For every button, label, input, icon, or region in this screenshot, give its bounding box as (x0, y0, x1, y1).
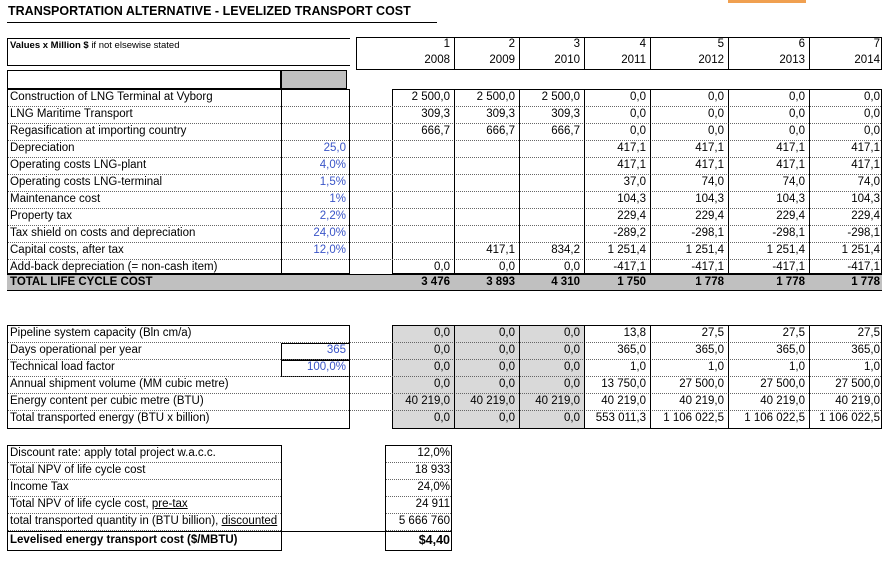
volume-cell[interactable]: 365,0 (851, 344, 880, 356)
volume-cell[interactable]: 0,0 (434, 327, 450, 339)
volume-cell[interactable]: 40 219,0 (405, 395, 450, 407)
cost-row-param[interactable]: 25,0 (323, 142, 346, 154)
volume-row-label[interactable]: Pipeline system capacity (Bln cm/a) (10, 327, 192, 339)
total-cell[interactable]: 1 778 (776, 276, 805, 288)
cost-cell[interactable]: 0,0 (708, 108, 724, 120)
row-divider (8, 496, 281, 497)
cost-cell[interactable]: 309,3 (421, 108, 450, 120)
cost-cell[interactable]: 0,0 (864, 108, 880, 120)
volume-cell[interactable]: 1,0 (864, 361, 880, 373)
volume-cell[interactable]: 365,0 (617, 344, 646, 356)
cost-cell[interactable]: 0,0 (434, 261, 450, 273)
volume-cell[interactable]: 27,5 (782, 327, 805, 339)
total-bottom-line (7, 290, 882, 291)
cost-cell[interactable]: 417,1 (617, 142, 646, 154)
cost-col-divider (584, 89, 585, 274)
cost-cell[interactable]: 417,1 (851, 159, 880, 171)
row-divider (8, 513, 281, 514)
volume-cell[interactable]: 27 500,0 (835, 378, 880, 390)
year-cell[interactable]: 2014 (854, 54, 880, 66)
cost-cell[interactable]: 1 251,4 (607, 244, 646, 256)
volume-cell[interactable]: 1,0 (708, 361, 724, 373)
cost-cell[interactable]: 309,3 (551, 108, 580, 120)
cost-cell[interactable]: 104,3 (617, 193, 646, 205)
cost-cell[interactable]: 417,1 (695, 159, 724, 171)
cost-cell[interactable]: 229,4 (776, 210, 805, 222)
volume-row-param[interactable]: 365 (326, 344, 346, 356)
row-divider (8, 106, 881, 107)
year-cell[interactable]: 2010 (554, 54, 580, 66)
summary-label-main: Total NPV of life cycle cost, (10, 498, 152, 510)
cost-cell[interactable]: 417,1 (617, 159, 646, 171)
volume-row-param[interactable]: 100,0% (306, 361, 346, 373)
row-divider (8, 479, 281, 480)
row-divider (386, 513, 451, 514)
header-col-divider (584, 37, 585, 70)
cost-row-label[interactable]: Depreciation (10, 142, 75, 154)
cost-cell[interactable]: 2 500,0 (476, 91, 515, 103)
cost-row-label[interactable]: Construction of LNG Terminal at Vyborg (10, 91, 213, 103)
period-cell[interactable]: 7 (873, 38, 880, 50)
cost-cell[interactable]: 74,0 (782, 176, 805, 188)
row-divider (8, 225, 881, 226)
total-cell[interactable]: 1 778 (851, 276, 880, 288)
cost-cell[interactable]: 0,0 (708, 91, 724, 103)
volume-col-divider (650, 325, 651, 429)
total-cell[interactable]: 3 476 (421, 276, 450, 288)
cost-cell[interactable]: 104,3 (776, 193, 805, 205)
year-cell[interactable]: 2009 (489, 54, 515, 66)
cost-cell[interactable]: 1 251,4 (841, 244, 880, 256)
row-divider (8, 393, 881, 394)
row-divider (386, 462, 451, 463)
volume-cell[interactable]: 40 219,0 (835, 395, 880, 407)
volume-cell[interactable]: 40 219,0 (470, 395, 515, 407)
cost-cell[interactable]: 417,1 (486, 244, 515, 256)
volume-cell[interactable]: 0,0 (434, 344, 450, 356)
cost-cell[interactable]: 0,0 (564, 261, 580, 273)
summary-row-label[interactable]: Discount rate: apply total project w.a.c.c. (10, 447, 216, 459)
cost-cell[interactable]: 666,7 (486, 125, 515, 137)
cost-cell[interactable]: 104,3 (851, 193, 880, 205)
volume-cell[interactable]: 0,0 (564, 378, 580, 390)
row-divider (386, 479, 451, 480)
row-divider (8, 123, 881, 124)
volume-cell[interactable]: 0,0 (564, 327, 580, 339)
total-cell[interactable]: 4 310 (551, 276, 580, 288)
volume-cell[interactable]: 27,5 (857, 327, 880, 339)
cost-cell[interactable]: 0,0 (789, 91, 805, 103)
header-col-divider (650, 37, 651, 70)
cost-cell[interactable]: 309,3 (486, 108, 515, 120)
cost-cell[interactable]: -417,1 (772, 261, 805, 273)
cost-cell[interactable]: -417,1 (613, 261, 646, 273)
cost-cell[interactable]: 0,0 (708, 125, 724, 137)
cost-cell[interactable]: 1 251,4 (685, 244, 724, 256)
volume-cell[interactable]: 553 011,3 (595, 412, 646, 424)
cost-cell[interactable]: 0,0 (864, 91, 880, 103)
summary-label-main: total transported quantity in (BTU billion), (10, 515, 222, 527)
volume-cell[interactable]: 0,0 (434, 361, 450, 373)
volume-cell[interactable]: 13 750,0 (601, 378, 646, 390)
cost-cell[interactable]: 2 500,0 (411, 91, 450, 103)
cost-row-label[interactable]: Tax shield on costs and depreciation (10, 227, 196, 239)
volume-cell[interactable]: 40 219,0 (679, 395, 724, 407)
volume-cell[interactable]: 40 219,0 (760, 395, 805, 407)
cost-row-label[interactable]: Maintenance cost (10, 193, 101, 205)
volume-cell[interactable]: 27 500,0 (679, 378, 724, 390)
header-col-divider (519, 37, 520, 70)
cost-row-param[interactable]: 12,0% (313, 244, 346, 256)
volume-cell[interactable]: 1 106 022,5 (744, 412, 805, 424)
cost-cell[interactable]: 834,2 (551, 244, 580, 256)
summary-row-value[interactable]: 12,0% (417, 447, 450, 459)
total-cell[interactable]: 1 778 (695, 276, 724, 288)
volume-cell[interactable]: 0,0 (499, 327, 515, 339)
summary-row-value[interactable]: 18 933 (414, 464, 450, 476)
volume-cell[interactable]: 1,0 (789, 361, 805, 373)
cost-row-param[interactable]: 1% (329, 193, 346, 205)
cost-cell[interactable]: 417,1 (851, 142, 880, 154)
row-divider (8, 342, 881, 343)
volume-cell[interactable]: 1,0 (630, 361, 646, 373)
values-label: Values x Million $ if not elsewise stated (10, 40, 180, 51)
volume-cell[interactable]: 0,0 (434, 378, 450, 390)
cost-cell[interactable]: 0,0 (630, 125, 646, 137)
volume-cell[interactable]: 0,0 (564, 344, 580, 356)
cost-cell[interactable]: 417,1 (776, 159, 805, 171)
total-top-line (7, 274, 882, 275)
row-divider (8, 140, 881, 141)
year-cell[interactable]: 2012 (698, 54, 724, 66)
cost-row-label[interactable]: Operating costs LNG-terminal (10, 176, 163, 188)
header-col-divider (809, 37, 810, 70)
volume-cell[interactable]: 40 219,0 (535, 395, 580, 407)
summary-row-value[interactable]: 24 911 (415, 498, 450, 510)
sheet-title: TRANSPORTATION ALTERNATIVE - LEVELIZED TRANSPORT COST (8, 4, 411, 18)
row-divider (8, 410, 881, 411)
cost-cell[interactable]: 666,7 (551, 125, 580, 137)
volume-row-label[interactable]: Total transported energy (BTU x billion) (10, 412, 210, 424)
volume-cell[interactable]: 365,0 (695, 344, 724, 356)
cost-cell[interactable]: 229,4 (617, 210, 646, 222)
volume-cell[interactable]: 0,0 (499, 412, 515, 424)
period-cell[interactable]: 3 (573, 38, 580, 50)
cost-cell[interactable]: 417,1 (776, 142, 805, 154)
cost-cell[interactable]: -298,1 (691, 227, 724, 239)
cost-cell[interactable]: 0,0 (789, 125, 805, 137)
period-cell[interactable]: 6 (798, 38, 805, 50)
year-cell[interactable]: 2011 (621, 54, 646, 66)
row-divider (8, 359, 881, 360)
volume-col-divider (454, 325, 455, 429)
volume-row-label[interactable]: Days operational per year (10, 344, 142, 356)
levelised-value[interactable]: $4,40 (418, 533, 450, 547)
volume-row-label[interactable]: Annual shipment volume (MM cubic metre) (10, 378, 229, 390)
volume-col-divider (809, 325, 810, 429)
cost-row-label[interactable]: Add-back depreciation (= non-cash item) (10, 261, 218, 273)
cost-cell[interactable]: 0,0 (864, 125, 880, 137)
year-cell[interactable]: 2008 (424, 54, 450, 66)
cost-row-label[interactable]: Capital costs, after tax (10, 244, 124, 256)
period-cell[interactable]: 1 (443, 38, 450, 50)
summary-row-label[interactable]: Income Tax (10, 481, 69, 493)
total-cell[interactable]: 3 893 (486, 276, 515, 288)
cost-cell[interactable]: -417,1 (847, 261, 880, 273)
period-cell[interactable]: 2 (508, 38, 515, 50)
cost-cell[interactable]: 2 500,0 (541, 91, 580, 103)
row-divider (8, 208, 881, 209)
volume-cell[interactable]: 40 219,0 (601, 395, 646, 407)
volume-cell[interactable]: 1 106 022,5 (663, 412, 724, 424)
period-cell[interactable]: 5 (717, 38, 724, 50)
cost-row-label[interactable]: Regasification at importing country (10, 125, 187, 137)
volume-row-label[interactable]: Technical load factor (10, 361, 115, 373)
levelised-top-line (7, 531, 452, 532)
volume-cell[interactable]: 13,8 (623, 327, 646, 339)
summary-row-label[interactable] (10, 499, 188, 511)
levelised-label[interactable]: Levelised energy transport cost ($/MBTU) (10, 534, 238, 546)
summary-label-underlined: pre-tax (151, 498, 188, 510)
cost-row-param[interactable]: 2,2% (319, 210, 346, 222)
cost-row-label[interactable]: Property tax (10, 210, 72, 222)
volume-cell[interactable]: 0,0 (434, 412, 450, 424)
cost-cell[interactable]: 104,3 (695, 193, 724, 205)
cost-cell[interactable]: 666,7 (421, 125, 450, 137)
cost-col-divider (650, 89, 651, 274)
title-underline (7, 22, 437, 23)
volume-cell[interactable]: 27,5 (701, 327, 724, 339)
blank-header-box (7, 70, 281, 89)
volume-row-label[interactable]: Energy content per cubic metre (BTU) (10, 395, 204, 407)
cost-cell[interactable]: 0,0 (789, 108, 805, 120)
row-divider (8, 157, 881, 158)
cost-cell[interactable]: 37,0 (623, 176, 646, 188)
summary-row-value[interactable]: 24,0% (417, 481, 450, 493)
cost-row-param[interactable]: 4,0% (319, 159, 346, 171)
header-col-divider (728, 37, 729, 70)
cost-col-divider (728, 89, 729, 274)
param-header-gray (281, 70, 347, 89)
cost-row-label[interactable]: Operating costs LNG-plant (10, 159, 147, 171)
row-divider (8, 462, 281, 463)
active-cell-indicator (728, 0, 806, 3)
row-divider (8, 242, 881, 243)
volume-cell[interactable]: 1 106 022,5 (819, 412, 880, 424)
volume-col-divider (728, 325, 729, 429)
row-divider (8, 174, 881, 175)
cost-cell[interactable]: 229,4 (695, 210, 724, 222)
cost-cell[interactable]: 1 251,4 (766, 244, 805, 256)
cost-cell[interactable]: 229,4 (851, 210, 880, 222)
volume-cell[interactable]: 0,0 (564, 412, 580, 424)
total-row-label[interactable]: TOTAL LIFE CYCLE COST (10, 276, 153, 288)
volume-cell[interactable]: 0,0 (499, 378, 515, 390)
cost-cell[interactable]: 417,1 (695, 142, 724, 154)
cost-cell[interactable]: -289,2 (613, 227, 646, 239)
volume-cell[interactable]: 27 500,0 (760, 378, 805, 390)
summary-row-label[interactable]: Total NPV of life cycle cost (10, 464, 146, 476)
cost-row-param[interactable]: 1,5% (319, 176, 346, 188)
cost-cell[interactable]: -298,1 (772, 227, 805, 239)
summary-label-underlined: discounted (221, 515, 278, 527)
row-divider (8, 191, 881, 192)
cost-cell[interactable]: -417,1 (691, 261, 724, 273)
cost-cell[interactable]: -298,1 (847, 227, 880, 239)
period-cell[interactable]: 4 (639, 38, 646, 50)
row-divider (8, 376, 881, 377)
volume-cell[interactable]: 0,0 (499, 361, 515, 373)
total-cell[interactable]: 1 750 (617, 276, 646, 288)
volume-cell[interactable]: 0,0 (564, 361, 580, 373)
volume-col-divider (584, 325, 585, 429)
year-cell[interactable]: 2013 (779, 54, 805, 66)
cost-row-param[interactable]: 24,0% (313, 227, 346, 239)
header-col-divider (454, 37, 455, 70)
row-divider (8, 259, 881, 260)
summary-row-value[interactable]: 5 666 760 (398, 515, 450, 527)
cost-col-divider (454, 89, 455, 274)
cost-row-label[interactable]: LNG Maritime Transport (10, 108, 133, 120)
cost-cell[interactable]: 74,0 (857, 176, 880, 188)
cost-cell[interactable]: 0,0 (630, 91, 646, 103)
volume-col-divider (519, 325, 520, 429)
cost-cell[interactable]: 0,0 (630, 108, 646, 120)
summary-row-label[interactable] (10, 516, 277, 528)
volume-cell[interactable]: 0,0 (499, 344, 515, 356)
volume-cell[interactable]: 365,0 (776, 344, 805, 356)
cost-col-divider (809, 89, 810, 274)
cost-cell[interactable]: 74,0 (701, 176, 724, 188)
cost-col-divider (519, 89, 520, 274)
row-divider (386, 496, 451, 497)
cost-cell[interactable]: 0,0 (499, 261, 515, 273)
